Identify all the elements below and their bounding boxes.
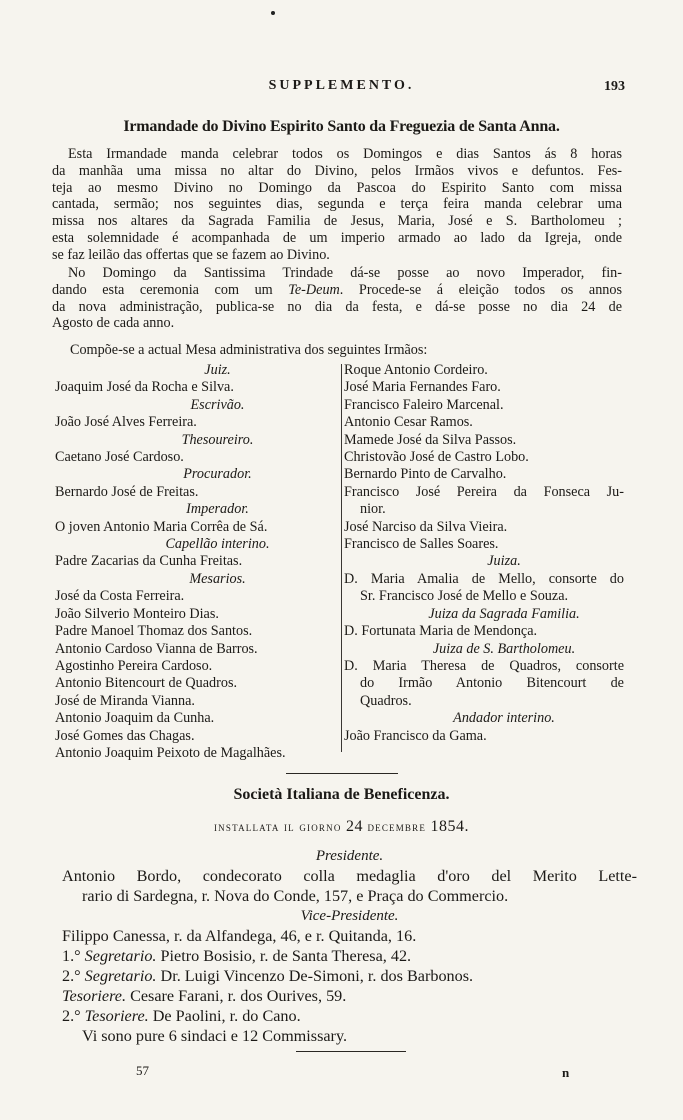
role-label: Segretario. xyxy=(84,947,157,965)
section-title-irmandade: Irmandade do Divino Espirito Santo da Freguezia de Santa Anna. xyxy=(123,118,560,135)
column-divider xyxy=(341,364,342,752)
member-name: Christovão José de Castro Lobo. xyxy=(344,449,529,466)
office-title: Juiza. xyxy=(487,553,521,570)
members-left-column xyxy=(55,362,340,762)
member-name: Francisco Faleiro Marcenal. xyxy=(344,396,504,413)
member-name: Antonio Joaquim Peixoto de Magalhães. xyxy=(55,744,286,761)
section-title-societa: Società Italiana de Beneficenza. xyxy=(233,786,450,803)
member-name: José de Miranda Vianna. xyxy=(55,692,195,709)
office-title: Juiz. xyxy=(204,362,231,378)
member-name-continued: do Irmão Antonio Bitencourt de xyxy=(360,675,624,692)
role-label: Segretario. xyxy=(84,967,157,985)
header-title: SUPPLEMENTO. xyxy=(268,78,415,93)
member-name: Bernardo Pinto de Carvalho. xyxy=(344,466,507,483)
societa-officers xyxy=(62,846,637,1046)
member-name: José Narciso da Silva Vieira. xyxy=(344,518,508,535)
member-name: José Gomes das Chagas. xyxy=(55,727,195,744)
text-line: No Domingo da Santissima Trindade dá-se posse ao novo Imperador, fin- xyxy=(68,265,622,281)
installed-prefix: installata il giorno xyxy=(213,819,342,834)
member-name: Joaquim José da Rocha e Silva. xyxy=(55,379,234,396)
member-name: Padre Manoel Thomaz dos Santos. xyxy=(55,623,253,640)
office-title: Thesoureiro. xyxy=(181,431,254,448)
member-name: Francisco de Salles Soares. xyxy=(344,536,499,553)
text-line: teja ao mesmo Divino no Domingo da Pascoa do Espirito Santo com missa xyxy=(52,179,622,196)
officer-detail: Pietro Bosisio, r. de Santa Theresa, 42. xyxy=(160,947,412,965)
presidente-line: Antonio Bordo, condecorato colla medaglia d'oro del Merito Lette- xyxy=(62,867,637,885)
tesoriere-2-line xyxy=(62,1006,637,1026)
member-name: Antonio Cardoso Vianna de Barros. xyxy=(55,640,258,657)
member-name: Caetano José Cardoso. xyxy=(55,449,184,466)
sindaci-line: Vi sono pure 6 sindaci e 12 Commissary. xyxy=(82,1027,348,1045)
member-name: Antonio Bitencourt de Quadros. xyxy=(55,675,238,692)
text-line: da nova administração, publica-se no dia da festa, e dá-se posse no dia 24 de xyxy=(52,298,622,315)
member-name: Bernardo José de Freitas. xyxy=(55,483,199,500)
segretario-2-line xyxy=(62,966,637,986)
member-name: Padre Zacarias da Cunha Freitas. xyxy=(55,553,243,570)
office-title: Mesarios. xyxy=(189,570,246,587)
member-name: José da Costa Ferreira. xyxy=(55,588,185,605)
office-title: Escrivão. xyxy=(190,396,245,413)
member-name-continued: nior. xyxy=(360,501,386,518)
ordinal: 2.° xyxy=(62,967,81,985)
member-name-continued: Sr. Francisco José de Mello e Souza. xyxy=(360,588,569,605)
officer-detail: De Paolini, r. do Cano. xyxy=(152,1007,301,1025)
text-segment: dando esta ceremonia com um xyxy=(52,281,273,298)
member-name: D. Maria Theresa de Quadros, consorte xyxy=(344,657,624,674)
office-title: Imperador. xyxy=(186,501,249,518)
officer-detail: Dr. Luigi Vincenzo De-Simoni, r. dos Barbonos. xyxy=(160,967,474,985)
segretario-1-line xyxy=(62,946,637,966)
text-segment: . Procede-se á eleição todos os annos xyxy=(339,281,622,298)
member-name: O joven Antonio Maria Corrêa de Sá. xyxy=(55,518,268,535)
text-line: missa nos altares da Sagrada Familia de Jesus, Maria, José e S. Bartholomeu ; xyxy=(52,213,622,230)
member-name: João Silverio Monteiro Dias. xyxy=(55,605,219,622)
text-line: da manhãa uma missa no altar do Divino, pelos Irmãos vivos e defuntos. Fes- xyxy=(52,162,622,179)
member-name-continued: Quadros. xyxy=(360,692,412,709)
office-title: Andador interino. xyxy=(453,710,555,727)
office-title: Procurador. xyxy=(183,466,252,483)
member-name: D. Fortunata Maria de Mendonça. xyxy=(344,623,538,640)
member-name: João Francisco da Gama. xyxy=(344,727,487,744)
ink-dot xyxy=(271,11,275,15)
vice-presidente-title: Vice-Presidente. xyxy=(300,908,399,924)
te-deum-italic: Te-Deum xyxy=(288,281,340,298)
text-line: cantada, sermão; nos seguintes dias, segunda e terça feira manda celebrar uma xyxy=(52,196,622,213)
members-intro: Compõe-se a actual Mesa administrativa dos seguintes Irmãos: xyxy=(70,342,428,358)
member-name: João José Alves Ferreira. xyxy=(55,414,197,431)
role-label: Tesoriere. xyxy=(62,987,127,1005)
tesoriere-1-line xyxy=(62,986,637,1006)
text-line xyxy=(52,282,622,299)
office-title: Capellão interino. xyxy=(165,536,270,553)
presidente-title: Presidente. xyxy=(315,848,384,864)
vice-presidente-line: Filippo Canessa, r. da Alfandega, 46, e r. Quitanda, 16. xyxy=(62,927,417,945)
member-name: Francisco José Pereira da Fonseca Ju- xyxy=(344,483,624,500)
members-right-column xyxy=(344,362,624,745)
text-line: esta solemnidade é acompanhada de um imperio armado ao lado da Igreja, onde xyxy=(52,229,622,246)
presidente-line: rario di Sardegna, r. Nova do Conde, 157, e Praça do Commercio. xyxy=(82,887,509,905)
section-rule xyxy=(286,773,398,774)
member-name: José Maria Fernandes Faro. xyxy=(344,379,501,396)
office-title: Juiza de S. Bartholomeu. xyxy=(432,640,576,657)
signature-mark: 57 xyxy=(136,1063,149,1078)
member-name: D. Maria Amalia de Mello, consorte do xyxy=(344,570,624,587)
installation-date xyxy=(0,818,683,836)
ordinal: 2.° xyxy=(62,1007,81,1025)
member-name: Antonio Joaquim da Cunha. xyxy=(55,710,215,727)
text-line: se faz leilão das offertas que se fazem ao Divino. xyxy=(52,246,330,263)
office-title: Juiza da Sagrada Familia. xyxy=(428,605,580,622)
footer-mark: n xyxy=(562,1065,570,1080)
officer-detail: Cesare Farani, r. dos Ourives, 59. xyxy=(130,987,347,1005)
installed-day: 24 xyxy=(345,818,363,835)
text-line: Esta Irmandade manda celebrar todos os Domingos e dias Santos ás 8 horas xyxy=(68,146,622,162)
section-rule xyxy=(296,1051,406,1052)
installed-year: 1854. xyxy=(430,818,469,835)
running-header xyxy=(0,78,683,98)
page-number: 193 xyxy=(604,79,625,94)
installed-month: decembre xyxy=(367,819,427,834)
paragraph-2 xyxy=(52,265,622,332)
text-line: Agosto de cada anno. xyxy=(52,315,175,332)
member-name: Antonio Cesar Ramos. xyxy=(344,414,473,431)
paragraph-1 xyxy=(52,146,622,264)
member-name: Mamede José da Silva Passos. xyxy=(344,431,517,448)
ordinal: 1.° xyxy=(62,947,81,965)
role-label: Tesoriere. xyxy=(84,1007,149,1025)
member-name: Roque Antonio Cordeiro. xyxy=(344,362,488,378)
member-name: Agostinho Pereira Cardoso. xyxy=(55,657,213,674)
